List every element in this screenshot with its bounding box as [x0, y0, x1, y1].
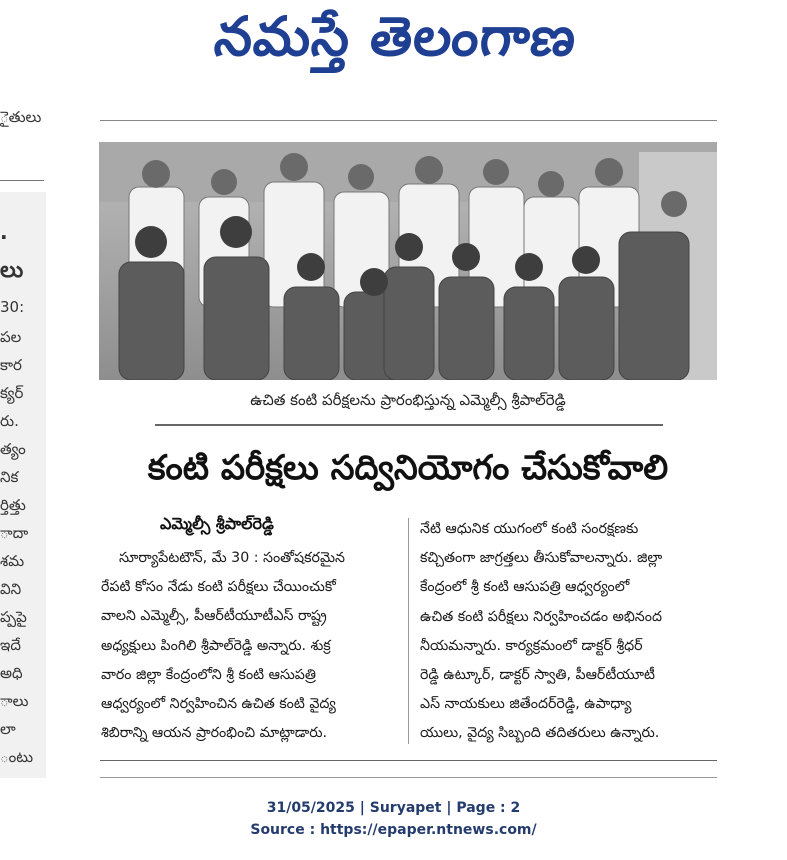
column-divider	[408, 518, 409, 744]
article-column-2	[420, 515, 717, 749]
left-fragment: అధి	[0, 664, 23, 682]
article-line: వాలని ఎమ్మెల్సీ, పీఆర్‌టీయూటీఎస్‌ రాష్ట్ర	[101, 608, 327, 625]
left-fragment: .	[0, 220, 8, 244]
article-column-1	[101, 544, 401, 748]
masthead-logo: నమస్తే తెలంగాణ	[211, 4, 580, 68]
article-line: రెడ్డి ఉట్కూర్‌, డాక్టర్‌ స్వాతి, పీఆర్‌టీయూటీ	[420, 666, 655, 683]
group-photo	[99, 142, 717, 380]
footer-source: Source : https://epaper.ntnews.com/	[250, 822, 537, 838]
article-line: యులు, వైద్య సిబ్బంది తదితరులు ఉన్నారు.	[420, 725, 660, 742]
article-line: సూర్యాపేటటౌన్‌, మే 30 : సంతోషకరమైన	[119, 550, 345, 566]
left-fragment: ాలు	[0, 692, 29, 710]
left-fragment: పల	[0, 328, 22, 346]
left-fragment: ఇదే	[0, 636, 21, 654]
article-line: ఆధ్వర్యంలో నిర్వహించిన ఉచిత కంటి వైద్య	[101, 695, 336, 712]
caption-rule	[155, 424, 663, 426]
article-line: కేంద్రంలో శ్రీ కంటి ఆసుపత్రి ఆధ్వర్యంలో	[420, 579, 630, 596]
left-fragment: శమ	[0, 552, 25, 570]
divider	[0, 180, 44, 181]
article-headline: కంటి పరీక్షలు సద్వినియోగం చేసుకోవాలి	[147, 448, 669, 488]
left-fragment: ర్తిత్తు	[0, 496, 26, 514]
left-fragment: విని	[0, 580, 22, 598]
article-line: ఎస్‌ నాయకులు జితేందర్‌రెడ్డి, ఉపాధ్యా	[420, 696, 632, 713]
article-line: నేటి ఆధునిక యుగంలో కంటి సంరక్షణకు	[420, 521, 639, 537]
top-rule	[100, 120, 717, 121]
footer-date-page: 31/05/2025 | Suryapet | Page : 2	[266, 800, 521, 816]
left-fragment: లు	[0, 258, 24, 283]
article-line: వారం జిల్లా కేంద్రంలోని శ్రీ కంటి ఆసుపత్రి	[101, 666, 316, 683]
left-column-fragments	[0, 88, 48, 788]
left-fragment: కార	[0, 356, 22, 374]
bottom-rule-2	[100, 777, 717, 778]
left-fragment: ైతులు	[0, 108, 42, 126]
group-photo-illustration	[99, 142, 717, 380]
article-line: నీయమన్నారు. కార్యక్రమంలో డాక్టర్‌ శ్రీధర్‌	[420, 637, 643, 654]
article-byline: ఎమ్మెల్సీ శ్రీపాల్‌రెడ్డి	[160, 514, 274, 533]
left-fragment: లా	[0, 720, 16, 738]
left-fragment: త్యం	[0, 440, 26, 458]
article-line: రేపటి కోసం నేడు కంటి పరీక్షలు చేయించుకో	[101, 579, 336, 596]
left-fragment: 30:	[0, 298, 25, 316]
left-fragment: నిక	[0, 468, 19, 486]
left-fragment: ప్పపై	[0, 608, 27, 626]
bottom-rule	[100, 760, 717, 761]
article-line: అధ్యక్షులు పింగిలి శ్రీపాల్‌రెడ్డి అన్నారు. శుక్ర	[101, 637, 331, 654]
article-line: ఉచిత కంటి పరీక్షలు నిర్వహించడం అభినంద	[420, 608, 662, 625]
article-line: కచ్చితంగా జాగ్రత్తలు తీసుకోవాలన్నారు. జిల్లా	[420, 550, 663, 567]
left-fragment: ాదా	[0, 524, 29, 542]
left-fragment: రు.	[0, 412, 19, 430]
left-fragment: ంటు	[0, 748, 34, 766]
photo-caption: ఉచిత కంటి పరీక్షలను ప్రారంభిస్తున్న ఎమ్మెల్సీ శ్రీపాల్‌రెడ్డి	[250, 391, 566, 409]
article-line: శిబిరాన్ని ఆయన ప్రారంభించి మాట్లాడారు.	[101, 725, 328, 742]
left-fragment: క్యర్	[0, 384, 24, 402]
